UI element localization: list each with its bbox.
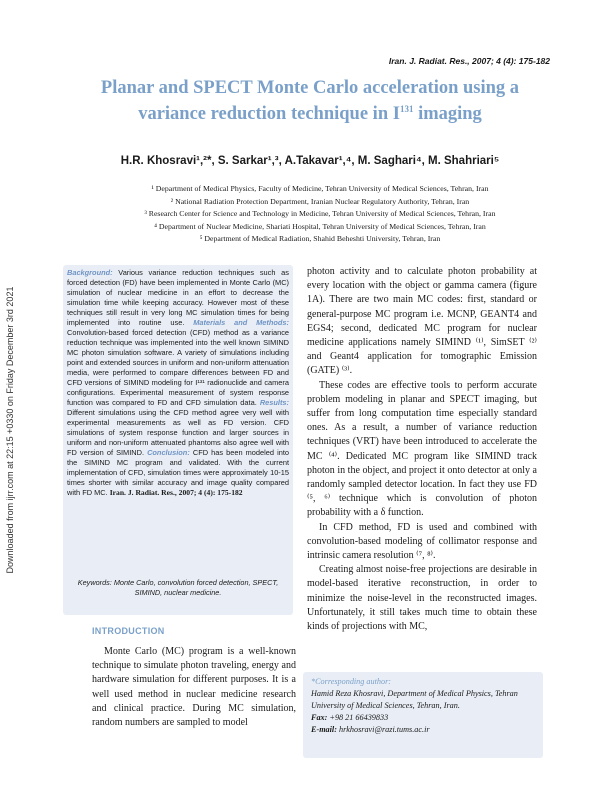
results-label: Results: [259,398,289,407]
background-label: Background: [67,268,113,277]
intro-paragraph: Monte Carlo (MC) program is a well-known technique to simulate photon traveling, energy and hardware simulation for different purposes. It is a well used method in nuclear medicine research and clinical practice. During MC simulation, random numbers are sampled to model [92,646,296,729]
affiliation: ⁴ Department of Nuclear Medicine, Shariati Hospital, Tehran University of Medical Sciences, Tehran, Iran [154,221,486,231]
background-text: Various variance reduction techniques such as forced detection (FD) have been implemented in Monte Carlo (MC) simulation of nuclear medicine in an effort to decrease the simulation time while keeping accuracy. However most of these techniques still result in very long MC simulation times for being implemented into routine use. [67,268,289,327]
fax-label: Fax: [311,713,328,722]
corresponding-fax [311,712,539,724]
email-value[interactable]: hrkhosravi@razi.tums.ac.ir [336,725,430,734]
affiliation: ¹ Department of Medical Physics, Faculty of Medicine, Tehran University of Medical Sciences, Tehran, Iran [151,184,489,193]
paragraph: photon activity and to calculate photon probability at every location with the object or gamma camera (figure 1A). There are two main MC codes: first, standard or general-purpose MC program i.e. MCNP, GEANT4 and EGS4; second, dedicated MC program for nuclear medicine applications namely SIMIND ⁽¹⁾, SimSET ⁽²⁾ and Geant4 application for tomographic Emission (GATE) ⁽³⁾. [307,266,537,377]
right-column [307,265,537,634]
author-list: H.R. Khosravi¹,²*, S. Sarkar¹,³, A.Takavar¹,⁴, M. Saghari⁴, M. Shahriari⁵ [120,155,500,167]
paragraph: In CFD method, FD is used and combined with convolution-based modeling of collimator response and intrinsic camera resolution ⁽⁷, ⁸⁾. [307,521,537,562]
keywords: Keywords: Monte Carlo, convolution forced detection, SPECT, SIMIND, nuclear medicine. [77,578,279,597]
email-label: E-mail: [311,725,337,734]
methods-label: Materials and Methods: [193,318,289,327]
fax-value: +98 21 66439833 [327,713,389,722]
download-stamp-text: Downloaded from ijrr.com at 22:15 +0330 on Friday December 3rd 2021 [5,286,15,574]
abstract-text [67,268,289,498]
affiliations [60,183,580,246]
title-isotope-sup: 131 [399,104,414,114]
paragraph: These codes are effective tools to perform accurate problem modeling in planar and SPECT imaging, but suffer from long computation time especially standard ones. As a result, a number of variance reduction techniques (VRT) have been introduced to accelerate the MC ⁽⁴⁾. Dedicated MC program like SIMIND track photon in the object, and project it onto detector at only a randomly sampled detector location. In fact they use FD ⁽⁵, ⁶⁾ technique which is convolution of photon probability with a δ function. [307,379,537,519]
affiliation: ² National Radiation Protection Department, Iranian Nuclear Regulatory Authority, Tehran, Iran [170,196,470,206]
title-main: Planar and SPECT Monte Carlo acceleration using a variance reduction technique in I [100,78,520,125]
download-stamp [3,150,17,710]
conclusion-text: CFD has been modeled into the SIMIND MC program and validated. With the current implementation of CFD, simulation times were approximately 10-15 times shorter with similar accuracy and image quality compared with FD MC. [67,448,289,497]
corresponding-email[interactable] [311,724,539,736]
left-column [92,645,296,730]
corresponding-author [311,676,539,736]
abstract-citation: Iran. J. Radiat. Res., 2007; 4 (4): 175-182 [109,488,243,497]
paper-title [70,78,550,125]
corresponding-heading: *Corresponding author: [311,677,391,686]
affiliation: ⁵ Department of Medical Radiation, Shahid Beheshti University, Tehran, Iran [199,234,441,243]
conclusion-label: Conclusion: [147,448,190,457]
introduction-heading: INTRODUCTION [92,626,165,636]
journal-citation: Iran. J. Radiat. Res., 2007; 4 (4): 175-182 [388,56,550,66]
paragraph: Creating almost noise-free projections are desirable in model-based iterative reconstruction, in order to minimize the noise-level in the reconstructed images. Unfortunately, it still takes much time to obtain these kinds of projections with MC, [307,564,537,633]
methods-text: Convolution-based forced detection (CFD) method as a variance reduction technique was implemented into the well known SIMIND MC photon simulation software. A variety of simulations including point and extended sources in uniform and non-uniform attenuation media, were performed to compare differences between FD and CFD versions of SIMIND modeling for I¹³¹ radionuclide and camera configurations. Experimental measurement of system response function was compared to FD and CFD simulation data. [67,328,289,407]
affiliation: ³ Research Center for Science and Technology in Medicine, Tehran University of Medical Sciences, Tehran, Iran [144,209,496,218]
title-end: imaging [418,104,482,125]
corresponding-name: Hamid Reza Khosravi, Department of Medical Physics, Tehran University of Medical Sciences, Tehran, Iran. [311,689,518,710]
results-text: Different simulations using the CFD method agree very well with experimental measurements as well as FD version. CFD simulations of system response function and larger sources in uniform and non-uniform attenuated phantoms also agree well with FD version of SIMIND. [67,408,289,457]
